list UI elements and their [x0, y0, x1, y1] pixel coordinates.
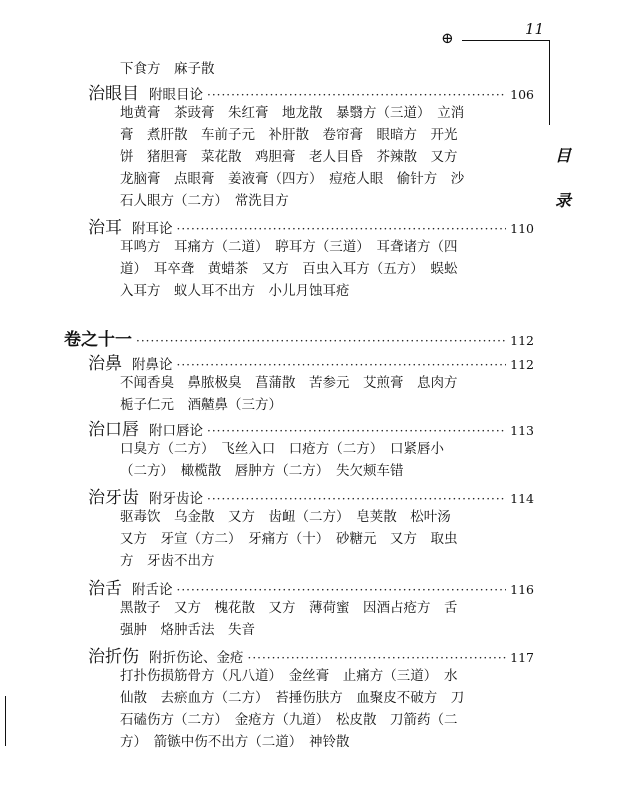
- entry-title: 治舌: [88, 579, 122, 599]
- entry-line: 驱毒饮 乌金散 又方 齿衄（二方） 皂荚散 松叶汤: [120, 509, 451, 525]
- entry-lines: [120, 438, 444, 482]
- toc-entry-fractures[interactable]: [88, 642, 534, 667]
- entry-title: 治口唇: [88, 420, 139, 440]
- left-edge-rule: [5, 696, 6, 746]
- header-rule: [462, 40, 550, 41]
- entry-line: 耳鸣方 耳痛方（二道） 聤耳方（三道） 耳聋诸方（四: [120, 239, 458, 255]
- entry-title: 治眼目: [88, 84, 139, 104]
- entry-line: （二方） 橄榄散 唇肿方（二方） 失欠颊车错: [120, 463, 404, 479]
- entry-subtitle: 附眼目论: [149, 87, 203, 103]
- entry-line: 地黄膏 茶豉膏 朱红膏 地龙散 暴翳方（三道） 立消: [120, 105, 465, 121]
- ornament-icon: ⊕: [441, 29, 454, 47]
- toc-entry-ears[interactable]: [88, 213, 534, 238]
- entry-line: 仙散 去瘀血方（二方） 苔捶伤肤方 血聚皮不破方 刀: [120, 690, 465, 706]
- entry-line: 石人眼方（二方） 常洗目方: [120, 193, 289, 209]
- entry-line: 道） 耳卒聋 黄蜡茶 又方 百虫入耳方（五方） 蜈蚣: [120, 261, 458, 277]
- toc-volume-11[interactable]: [64, 325, 534, 350]
- entry-title: 治鼻: [88, 354, 122, 374]
- entry-line: 黑散子 又方 槐花散 又方 薄荷蜜 因酒占疮方 舌: [120, 600, 458, 616]
- entry-subtitle: 附折伤论、金疮: [149, 650, 244, 666]
- entry-subtitle: 附鼻论: [132, 357, 173, 373]
- entry-page: 114: [510, 491, 534, 506]
- entry-lines: [120, 102, 464, 212]
- entry-page: 117: [510, 650, 534, 665]
- entry-page: 113: [510, 423, 534, 438]
- entry-title: 治折伤: [88, 647, 139, 667]
- toc-entry-nose[interactable]: [88, 349, 534, 374]
- entry-line: 入耳方 蚁人耳不出方 小儿月蚀耳疮: [120, 283, 350, 299]
- entry-title: 治耳: [88, 218, 122, 238]
- entry-line: 又方 牙宣（方二） 牙痛方（十） 砂糖元 又方 取虫: [120, 531, 458, 547]
- entry-line: 栀子仁元 酒齄鼻（三方）: [120, 397, 282, 413]
- dot-leader: [136, 334, 506, 348]
- volume-title: 卷之十一: [64, 330, 132, 350]
- entry-line: 打扑伤损筋骨方（凡八道） 金丝膏 止痛方（三道） 水: [120, 668, 458, 684]
- entry-lines: [120, 58, 215, 80]
- toc-entry-teeth[interactable]: [88, 483, 534, 508]
- dot-leader: [177, 222, 507, 236]
- entry-page: 112: [510, 357, 534, 372]
- entry-lines: [120, 665, 464, 753]
- entry-page: 116: [510, 582, 534, 597]
- entry-line: 方 牙齿不出方: [120, 553, 215, 569]
- toc-entry-tongue[interactable]: [88, 574, 534, 599]
- entry-subtitle: 附牙齿论: [149, 491, 203, 507]
- entry-line: 下食方 麻子散: [120, 61, 215, 77]
- entry-line: 膏 煮肝散 车前子元 补肝散 卷帘膏 眼暗方 开光: [120, 127, 458, 143]
- entry-line: 口臭方（二方） 飞丝入口 口疮方（二方） 口紧唇小: [120, 441, 444, 457]
- entry-line: 强肿 烙肿舌法 失音: [120, 622, 255, 638]
- entry-line: 饼 猪胆膏 菜花散 鸡胆膏 老人目昏 芥辣散 又方: [120, 149, 458, 165]
- dot-leader: [248, 651, 507, 665]
- entry-subtitle: 附口唇论: [149, 423, 203, 439]
- side-label-lu: 录: [555, 191, 572, 210]
- toc-entry-eyes[interactable]: [88, 79, 534, 104]
- side-rule: [549, 40, 550, 125]
- entry-line: 不闻香臭 鼻脓极臭 菖蒲散 苦参元 艾煎膏 息肉方: [120, 375, 458, 391]
- entry-title: 治牙齿: [88, 488, 139, 508]
- entry-subtitle: 附耳论: [132, 221, 173, 237]
- entry-lines: [120, 506, 458, 572]
- entry-lines: [120, 236, 458, 302]
- entry-lines: [120, 372, 458, 416]
- entry-line: 龙脑膏 点眼膏 姜液膏（四方） 痘疮人眼 偷针方 沙: [120, 171, 465, 187]
- entry-subtitle: 附舌论: [132, 582, 173, 598]
- page-number: 11: [525, 20, 545, 38]
- entry-page: 110: [510, 221, 534, 236]
- dot-leader: [177, 358, 507, 372]
- toc-entry-mouth-lips[interactable]: [88, 415, 534, 440]
- entry-line: 石磕伤方（二方） 金疮方（九道） 松皮散 刀箭药（二: [120, 712, 458, 728]
- entry-page: 106: [510, 87, 534, 102]
- entry-page: 112: [510, 333, 534, 348]
- dot-leader: [207, 424, 506, 438]
- entry-lines: [120, 597, 458, 641]
- dot-leader: [177, 583, 507, 597]
- side-label-mu: 目: [555, 146, 572, 165]
- dot-leader: [207, 492, 506, 506]
- dot-leader: [207, 88, 506, 102]
- entry-line: 方） 箭镞中伤不出方（二道） 神铃散: [120, 734, 350, 750]
